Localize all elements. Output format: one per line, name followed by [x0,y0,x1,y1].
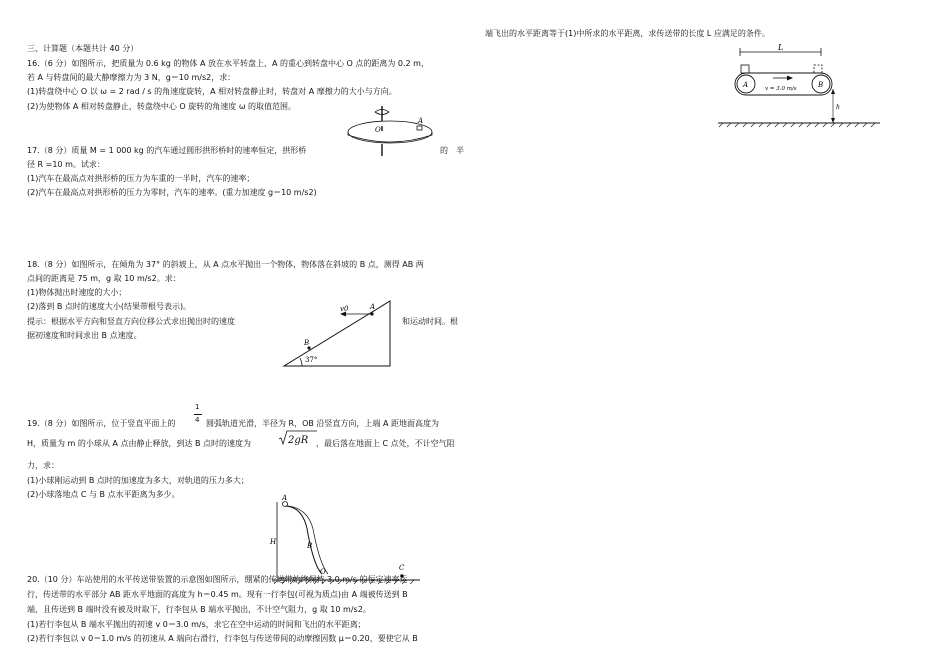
q16-line2: 若 A 与转盘间的最大静摩擦力为 3 N，g＝10 m/s2，求： [27,73,236,82]
q17-line1-left: 17.（8 分）质量 M = 1 000 kg 的汽车通过圆形拱形桥时的速率恒定，拱形桥 [27,146,307,155]
right-line1: 端飞出的水平距离等于(1)中所求的水平距离，求传送带的长度 L 应满足的条件。 [485,29,770,38]
q19-line3: 力，求： [27,461,59,470]
q17-line4: (2)汽车在最高点对拱形桥的压力为零时，汽车的速率。(重力加速度 g＝10 m/s2) [27,188,317,197]
turntable-diagram [345,104,437,160]
arc-label-a: A [282,494,288,502]
q19-line2-right: ，最后落在地面上 C 点处，不计空气阻 [316,439,455,448]
arc-track-diagram [262,494,422,586]
q18-line3: (1)物体抛出时速度的大小； [27,288,127,297]
section-title: 三、计算题（本题共计 40 分） [27,44,139,53]
q20-line5: (2)若行李包以 v 0＝1.0 m/s 的初速从 A 端向右滑行，行李包与传送带间的动摩擦因数 μ＝0.20，要使它从 B [27,634,418,643]
q17-line3: (1)汽车在最高点对拱形桥的压力为车重的一半时，汽车的速率； [27,174,255,183]
q20-line1: 20.（10 分）车站使用的水平传送带装置的示意图如图所示，绷紧的传送带始终保持 3.0 m/s 的恒定速率运 [27,575,408,584]
slope-label-v0: v0 [340,305,349,313]
q20-line2: 行，传送带的水平部分 AB 距水平地面的高度为 h＝0.45 m。现有一行李包(可视为质点)由 A 端被传送到 B [27,590,408,599]
q18-line5-right: 和运动时间。根 [402,317,458,326]
conveyor-label-a: A [743,81,749,89]
q16-line3: (1)转盘绕中心 O 以 ω = 2 rad / s 的角速度旋转，A 相对转盘静止时，转盘对 A 摩擦力的大小与方向。 [27,87,397,96]
slope-label-b: B [304,339,310,347]
q20-line3: 端，且传送到 B 端时没有被及时取下，行李包从 B 端水平抛出，不计空气阻力，g 取 10 m/s2。 [27,605,371,614]
q19-line1-right: 圆弧轨道光滑，半径为 R，OB 沿竖直方向，上端 A 距地面高度为 [206,419,439,428]
conveyor-label-b: B [818,81,824,89]
turntable-label-o: O [375,126,381,134]
q18-line4: (2)落到 B 点时的速度大小(结果带根号表示)。 [27,302,192,311]
turntable-label-a: A [418,117,424,125]
q19-fraction-denominator: 4 [195,416,200,424]
q17-line2: 径 R =10 m。试求： [27,160,105,169]
slope-label-a: A [370,303,376,311]
slope-label-angle: 37° [305,356,318,364]
q19-line2-left: H，质量为 m 的小球从 A 点由静止释放，到达 B 点时的速度为 [27,439,252,448]
q20-line4: (1)若行李包从 B 端水平抛出的初速 v 0＝3.0 m/s，求它在空中运动的时间和飞出的水平距离； [27,620,366,629]
q17-line1-right: 的 半 [440,146,464,155]
conveyor-label-l: L [778,43,784,52]
q19-line5: (2)小球落地点 C 与 B 点水平距离为多少。 [27,490,180,499]
arc-label-c: C [399,564,405,572]
conveyor-label-h: h [836,104,840,111]
arc-label-b: B [307,542,313,550]
q16-line1: 16.（6 分）如图所示，把质量为 0.6 kg 的物体 A 放在水平转盘上，A 的重心到转盘中心 O 点的距离为 0.2 m， [27,59,429,68]
q19-sqrt-expr: 2gR [288,435,309,446]
q18-line6: 据初速度和时间求出 B 点速度。 [27,331,142,340]
arc-label-h: H [270,538,277,546]
q19-line4: (1)小球刚运动到 B 点时的加速度为多大，对轨道的压力多大； [27,476,249,485]
arc-label-o: O [320,568,326,576]
q16-line4: (2)为使物体 A 相对转盘静止，转盘绕中心 O 旋转的角速度 ω 的取值范围。 [27,102,297,111]
conveyor-label-v: v = 3.0 m/s [765,86,797,92]
q18-line1: 18.（8 分）如图所示，在倾角为 37° 的斜坡上，从 A 点水平抛出一个物体，物体落在斜坡的 B 点，测得 AB 两 [27,260,424,269]
conveyor-belt-diagram [713,43,883,127]
q18-line2: 点间的距离是 75 m，g 取 10 m/s2。求： [27,274,181,283]
q18-line5-left: 提示：根据水平方向和竖直方向位移公式求出抛出时的速度 [27,317,235,326]
q19-fraction-numerator: 1 [195,403,200,411]
q19-line1-left: 19.（8 分）如图所示，位于竖直平面上的 [27,419,176,428]
slope-diagram [282,296,394,368]
